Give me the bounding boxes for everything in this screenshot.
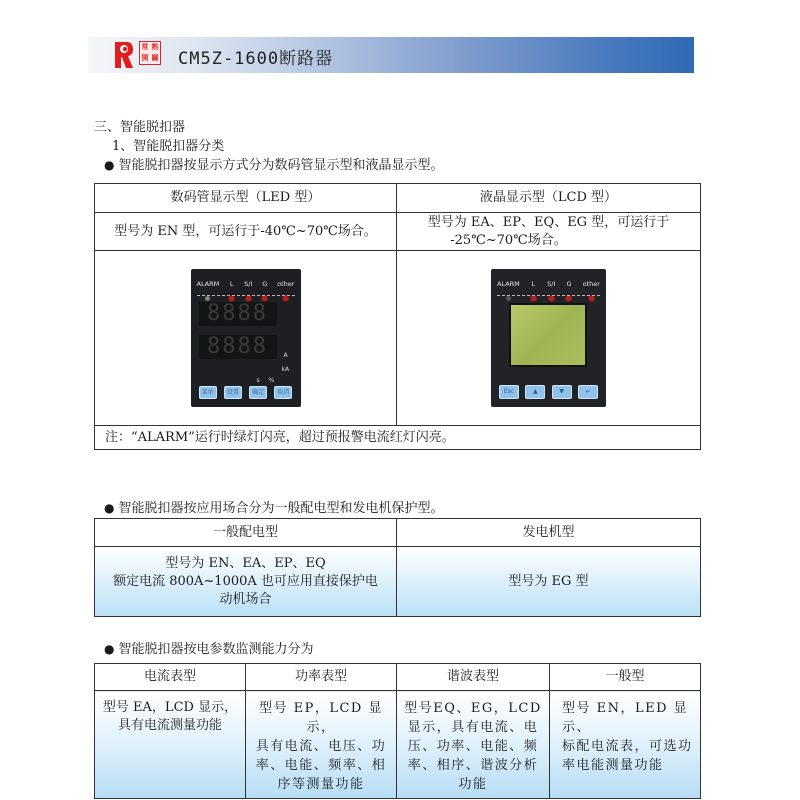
alarm-note: 注：“ALARM”运行时绿灯闪亮，超过预报警电流红灯闪亮。 [95, 426, 701, 450]
led-icon [549, 296, 554, 301]
up-arrow-icon: ▲ [525, 385, 545, 399]
ammeter-type-cell [95, 691, 246, 799]
indicator-label: L [531, 280, 536, 288]
alarm-led-icon [506, 296, 511, 301]
generator-header: 发电机型 [397, 519, 701, 547]
indicator-label: S/I [244, 280, 253, 288]
segment-display-bottom: 8888 [199, 335, 277, 359]
led-icon [531, 296, 536, 301]
seal-char: 開 [141, 54, 149, 62]
led-icon [283, 296, 288, 301]
lcd-desc-line: -25℃~70℃场合。 [450, 232, 567, 248]
indicator-row [197, 275, 295, 301]
esc-button: Esc [499, 385, 519, 399]
down-arrow-icon: ▼ [552, 385, 572, 399]
unit-label-s: s [256, 377, 260, 384]
confirm-button: 确定 [249, 386, 267, 399]
seal-char: 常 [141, 43, 149, 51]
monitoring-type-table [94, 663, 701, 799]
dashed-divider [197, 295, 295, 296]
cell-line: 率、相序、谐波分析 [407, 758, 539, 773]
display-type-table [94, 183, 701, 450]
document-title: CM5Z-1600断路器 [178, 49, 334, 69]
cell-line: 率电能测量功能 [562, 758, 664, 773]
monitoring-type-intro: ● 智能脱扣器按电参数监测能力分为 [104, 638, 314, 657]
lcd-type-header: 液晶显示型（LCD 型） [397, 184, 701, 213]
lcd-desc-line: 型号为 EA、EP、EQ、EG 型，可运行于 [427, 214, 670, 230]
cell-line: 型号EQ、EG，LCD [404, 701, 542, 716]
panel-buttons [199, 386, 293, 399]
cell-line: 序等测量功能 [277, 777, 365, 792]
indicator-label: ALARM [196, 280, 220, 288]
dashed-divider [497, 295, 600, 296]
seal-char: 熟 [151, 43, 159, 51]
cell-line: 具有电流测量功能 [117, 718, 222, 733]
brand-seal-icon [139, 41, 161, 65]
seal-char: 關 [151, 54, 159, 62]
cancel-button: 取消 [274, 386, 292, 399]
cell-line: 型号 EN，LED 显示、 [562, 701, 689, 735]
led-type-description: 型号为 EN 型，可运行于-40℃~70℃场合。 [95, 213, 397, 251]
panel-buttons [499, 385, 598, 399]
cell-line: 标配电流表，可选功 [562, 739, 693, 754]
harmonic-meter-type-header: 谐波表型 [397, 664, 550, 691]
indicator-label: L [229, 280, 234, 288]
led-icon [589, 296, 594, 301]
cell-line: 动机场合 [219, 591, 272, 607]
display-type-intro: ● 智能脱扣器按显示方式分为数码管显示型和液晶显示型。 [104, 154, 444, 173]
general-type-header: 一般型 [550, 664, 701, 691]
cell-line: 额定电流 800A~1000A 也可应用直接保护电 [113, 573, 378, 589]
cell-line: 型号为 EG 型 [508, 573, 589, 589]
general-distribution-cell [95, 547, 397, 617]
unit-label-percent: % [268, 377, 275, 384]
indicator-label: G [262, 280, 268, 288]
indicator-label: ALARM [497, 280, 520, 288]
cell-line: 功能 [458, 777, 488, 792]
set-button: 设置 [224, 386, 242, 399]
led-type-header: 数码管显示型（LED 型） [95, 184, 397, 213]
unit-label-ka: kA [281, 366, 290, 373]
indicator-row [497, 275, 600, 301]
cell-line: 型号为 EN、EA、EP、EQ [165, 555, 326, 571]
application-type-table [94, 518, 701, 617]
cell-line: 率、电能、频率、相 [255, 758, 387, 773]
led-panel-cell [95, 251, 397, 426]
general-distribution-header: 一般配电型 [95, 519, 397, 547]
cell-line: 型号 EA，LCD 显示， [102, 700, 238, 715]
subsection-heading: 1、智能脱扣器分类 [112, 139, 225, 154]
unit-label-a: A [283, 352, 288, 359]
power-meter-type-header: 功率表型 [246, 664, 397, 691]
segment-display-top: 8888 [199, 302, 277, 326]
led-icon [566, 296, 571, 301]
menu-button: 菜单 [199, 386, 217, 399]
harmonic-meter-type-cell [397, 691, 550, 799]
application-type-intro: ● 智能脱扣器按应用场合分为一般配电型和发电机保护型。 [104, 497, 444, 516]
lcd-type-description [397, 213, 701, 251]
brand-logo-icon [114, 41, 134, 69]
cell-line: 显示，具有电流、电 [407, 720, 539, 735]
enter-icon: ↵ [578, 385, 598, 399]
lcd-screen [509, 303, 587, 367]
cell-line: 型号 EP，LCD 显示， [258, 701, 383, 735]
cell-line: 具有电流、电压、功 [255, 739, 387, 754]
indicator-label: G [566, 280, 572, 288]
led-trip-unit-image [191, 269, 301, 407]
power-meter-type-cell [246, 691, 397, 799]
lcd-trip-unit-image [491, 269, 606, 407]
cell-line: 压、功率、电能、频 [407, 739, 539, 754]
general-type-cell [550, 691, 701, 799]
ammeter-type-header: 电流表型 [95, 664, 246, 691]
lcd-panel-cell [397, 251, 701, 426]
indicator-label: other [277, 280, 295, 288]
indicator-label: other [582, 280, 600, 288]
indicator-label: S/I [547, 280, 556, 288]
section-heading: 三、智能脱扣器 [94, 120, 186, 135]
generator-cell [397, 547, 701, 617]
